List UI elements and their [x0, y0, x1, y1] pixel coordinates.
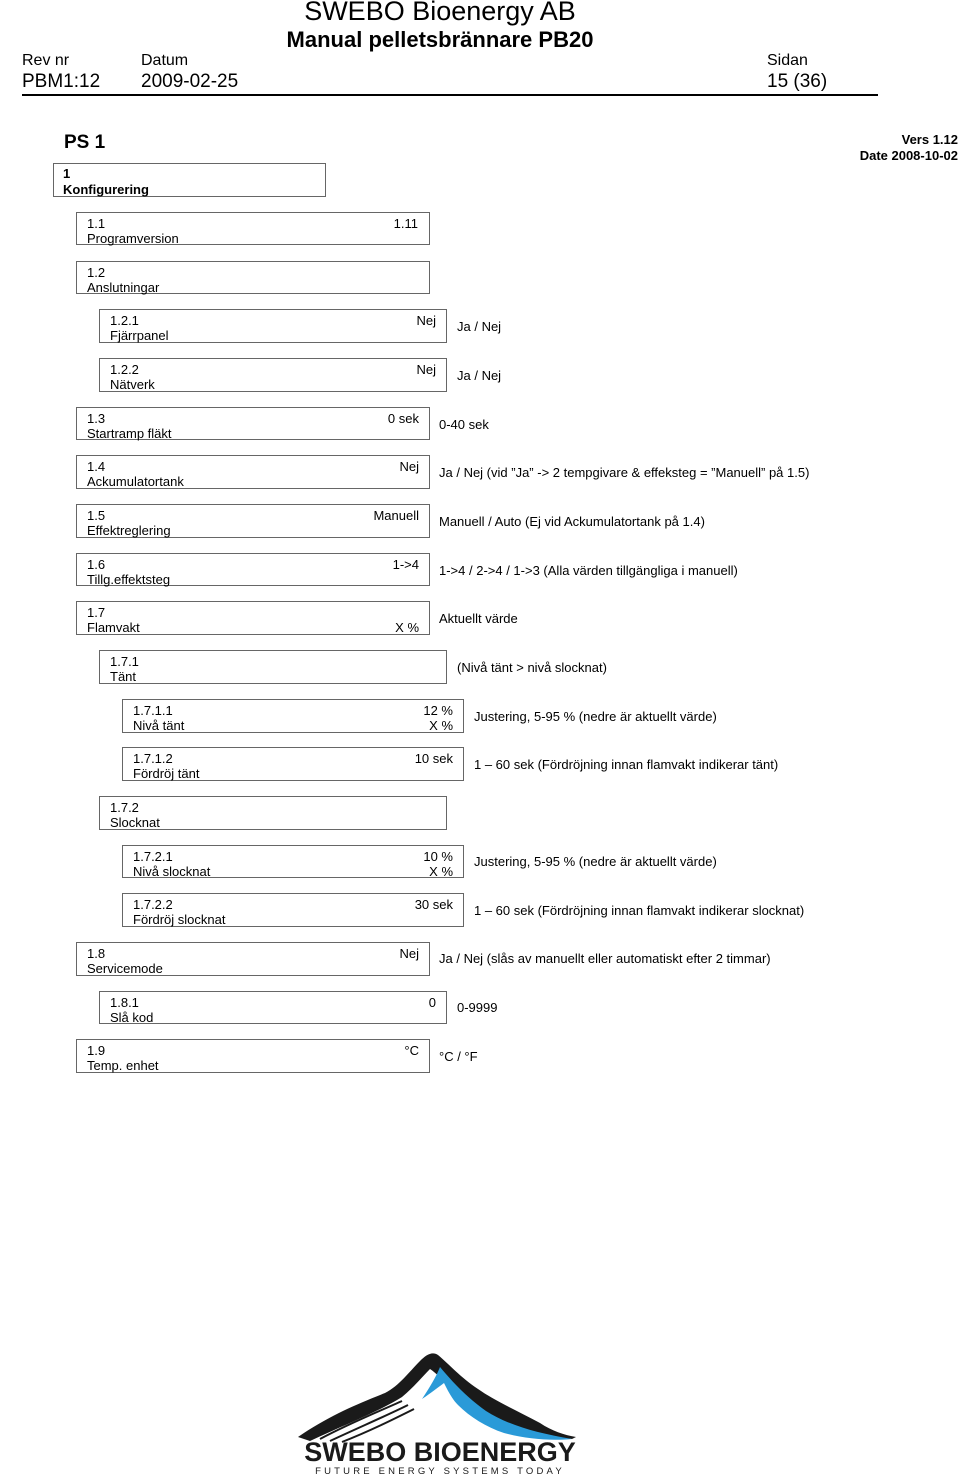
menu-value: 10 sek: [414, 751, 453, 766]
menu-label: Nätverk: [110, 377, 155, 392]
menu-description: Justering, 5-95 % (nedre är aktuellt värde): [474, 854, 717, 869]
menu-number: 1.9: [87, 1043, 106, 1058]
menu-label: Programversion: [87, 231, 179, 246]
menu-value: X %: [395, 620, 419, 635]
menu-item-ackumulatortank: [76, 455, 430, 489]
menu-label: Slocknat: [110, 815, 160, 830]
menu-item-fordroj-tant: [122, 747, 464, 781]
menu-item-servicemode: [76, 942, 430, 976]
menu-number: 1.8.1: [110, 995, 139, 1010]
ps-title: PS 1: [64, 132, 106, 153]
menu-item-slocknat: [99, 796, 447, 830]
menu-description: °C / °F: [439, 1049, 478, 1064]
menu-description: (Nivå tänt > nivå slocknat): [457, 660, 607, 675]
menu-number: 1.1: [87, 216, 106, 231]
menu-label: Nivå tänt: [133, 718, 185, 733]
menu-label: Servicemode: [87, 961, 163, 976]
logo-text: SWEBO BIOENERGY: [304, 1437, 576, 1467]
menu-number: 1.3: [87, 411, 106, 426]
menu-number: 1.7.1.2: [133, 751, 173, 766]
menu-number: 1.5: [87, 508, 106, 523]
menu-label: Tillg.effektsteg: [87, 572, 171, 587]
version-date: Date 2008-10-02: [859, 148, 958, 163]
menu-description: 1 – 60 sek (Fördröjning innan flamvakt indikerar tänt): [474, 757, 779, 772]
menu-item-fjarrpanel: [99, 309, 447, 343]
company-name: SWEBO Bioenergy AB: [304, 0, 576, 26]
menu-item-sla-kod: [99, 991, 447, 1024]
menu-value-current: X %: [429, 864, 453, 879]
menu-description: 1 – 60 sek (Fördröjning innan flamvakt indikerar slocknat): [474, 903, 805, 918]
menu-value: Manuell: [373, 508, 419, 523]
date-label: Datum: [141, 52, 189, 69]
menu-root-konfigurering: [53, 163, 326, 197]
menu-value: Nej: [399, 946, 419, 961]
menu-value: 1->4: [392, 557, 419, 572]
page-value: 15 (36): [767, 71, 828, 92]
version-text: Vers 1.12: [901, 132, 958, 147]
menu-description: Ja / Nej (vid ”Ja” -> 2 tempgivare & effeksteg = ”Manuell” på 1.5): [439, 465, 810, 480]
page-label: Sidan: [767, 52, 808, 69]
menu-number: 1.2: [87, 265, 106, 280]
menu-number: 1: [63, 166, 71, 181]
menu-item-niva-tant: [122, 699, 464, 733]
menu-label: Slå kod: [110, 1010, 154, 1025]
menu-value: 10 %: [423, 849, 453, 864]
menu-label: Effektreglering: [87, 523, 171, 538]
menu-number: 1.7.1: [110, 654, 139, 669]
menu-value: Nej: [416, 313, 436, 328]
menu-value: Nej: [416, 362, 436, 377]
menu-label: Ackumulatortank: [87, 474, 184, 489]
menu-number: 1.7.2.1: [133, 849, 173, 864]
menu-item-startramp-flakt: [76, 407, 430, 440]
date-value: 2009-02-25: [141, 71, 239, 92]
menu-item-effektreglering: [76, 504, 430, 538]
menu-number: 1.2.1: [110, 313, 139, 328]
menu-description: 0-40 sek: [439, 417, 489, 432]
menu-number: 1.4: [87, 459, 106, 474]
menu-description: Ja / Nej: [457, 319, 502, 334]
rev-label: Rev nr: [22, 52, 70, 69]
menu-item-tant: [99, 650, 447, 684]
menu-label: Tänt: [110, 669, 137, 684]
menu-label: Konfigurering: [63, 182, 149, 197]
swebo-bioenergy-logo: [290, 1345, 590, 1475]
menu-label: Fjärrpanel: [110, 328, 169, 343]
menu-item-anslutningar: [76, 261, 430, 294]
menu-item-temp-enhet: [76, 1039, 430, 1073]
menu-number: 1.7.1.1: [133, 703, 173, 718]
menu-item-tillg-effektsteg: [76, 553, 430, 586]
menu-number: 1.8: [87, 946, 106, 961]
menu-label: Fördröj slocknat: [133, 912, 226, 927]
menu-value: 0: [428, 995, 436, 1010]
menu-value: 1.11: [393, 216, 418, 231]
menu-value: 12 %: [423, 703, 453, 718]
menu-item-flamvakt: [76, 601, 430, 635]
menu-description: Manuell / Auto (Ej vid Ackumulatortank på 1.4): [439, 514, 705, 529]
menu-number: 1.6: [87, 557, 106, 572]
menu-value: 30 sek: [414, 897, 453, 912]
menu-label: Flamvakt: [87, 620, 140, 635]
menu-item-niva-slocknat: [122, 845, 464, 878]
menu-item-fordroj-slocknat: [122, 893, 464, 927]
menu-number: 1.2.2: [110, 362, 139, 377]
menu-label: Anslutningar: [87, 280, 160, 295]
manual-title: Manual pelletsbrännare PB20: [286, 27, 594, 52]
menu-number: 1.7.2: [110, 800, 139, 815]
menu-number: 1.7.2.2: [133, 897, 173, 912]
menu-description: Ja / Nej: [457, 368, 502, 383]
rev-value: PBM1:12: [22, 71, 101, 92]
menu-description: 1->4 / 2->4 / 1->3 (Alla värden tillgängliga i manuell): [439, 563, 738, 578]
menu-label: Temp. enhet: [87, 1058, 159, 1073]
menu-description: Aktuellt värde: [439, 611, 518, 626]
menu-description: 0-9999: [457, 1000, 498, 1015]
menu-description: Ja / Nej (slås av manuellt eller automatiskt efter 2 timmar): [439, 951, 771, 966]
menu-value: 0 sek: [387, 411, 419, 426]
menu-label: Nivå slocknat: [133, 864, 211, 879]
version-block: [860, 132, 958, 164]
logo-tagline: FUTURE ENERGY SYSTEMS TODAY: [315, 1466, 565, 1475]
logo-mountain-dark: [298, 1353, 576, 1441]
menu-value-current: X %: [429, 718, 453, 733]
menu-item-natverk: [99, 358, 447, 392]
menu-description: Justering, 5-95 % (nedre är aktuellt värde): [474, 709, 717, 724]
menu-value: Nej: [399, 459, 419, 474]
menu-label: Startramp fläkt: [87, 426, 172, 441]
menu-item-programversion: [76, 212, 430, 245]
menu-label: Fördröj tänt: [133, 766, 200, 781]
header-divider: [22, 94, 878, 96]
menu-number: 1.7: [87, 605, 106, 620]
menu-value: °C: [404, 1043, 419, 1058]
